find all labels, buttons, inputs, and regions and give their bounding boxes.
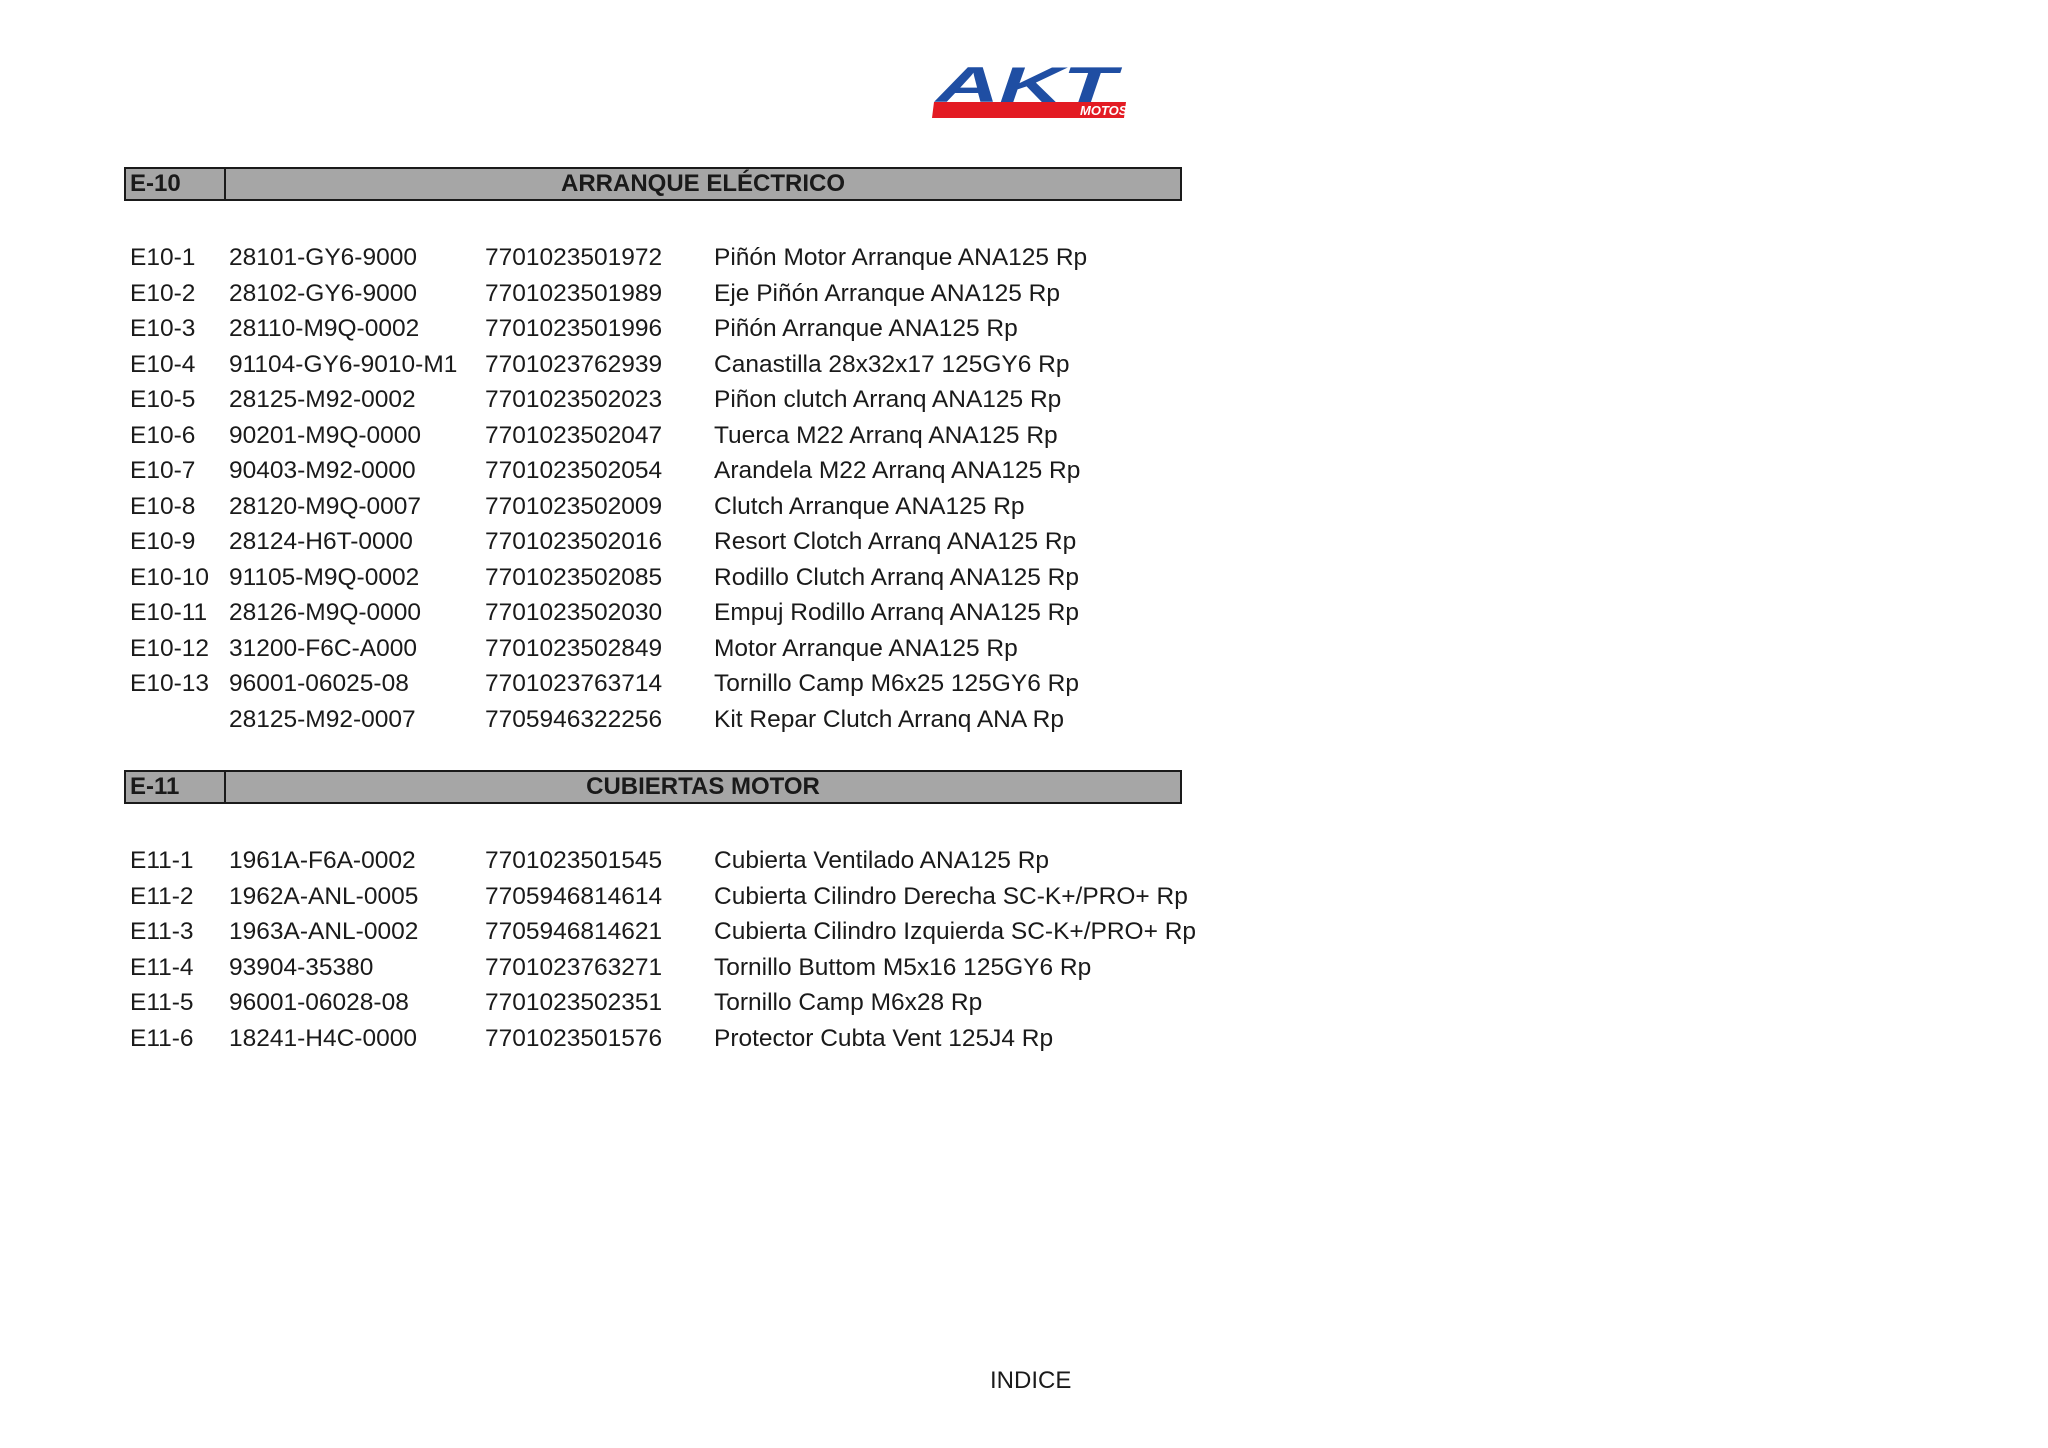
section-header-e10 xyxy=(124,167,1182,201)
part-barcode: 7701023502085 xyxy=(485,563,663,591)
part-reference: 91105-M9Q-0002 xyxy=(229,563,420,591)
part-reference: 96001-06028-08 xyxy=(229,989,409,1016)
part-code: E11-4 xyxy=(130,953,194,981)
part-code: E10-3 xyxy=(130,315,196,342)
part-description: Motor Arranque ANA125 Rp xyxy=(714,634,1018,662)
part-description: Piñón Motor Arranque ANA125 Rp xyxy=(714,244,1088,271)
akt-motos-logo xyxy=(930,52,1130,124)
section-title: ARRANQUE ELÉCTRICO xyxy=(560,170,845,197)
part-description: Tornillo Camp M6x28 Rp xyxy=(714,989,983,1016)
part-reference: 96001-06025-08 xyxy=(229,670,409,697)
logo-akt-text: AKT xyxy=(932,57,1124,113)
table-row xyxy=(130,666,1190,702)
part-code: E10-5 xyxy=(130,386,196,413)
part-code: E10-10 xyxy=(130,563,210,591)
part-barcode: 7701023501576 xyxy=(485,1024,663,1052)
part-code: E11-5 xyxy=(130,989,194,1016)
part-reference: 90201-M9Q-0000 xyxy=(229,421,422,449)
part-description: Tornillo Buttom M5x16 125GY6 Rp xyxy=(714,953,1092,981)
table-row xyxy=(130,382,1190,418)
table-row xyxy=(130,311,1190,347)
part-barcode: 7701023502030 xyxy=(485,599,663,626)
part-description: Cubierta Cilindro Izquierda SC-K+/PRO+ Rp xyxy=(714,918,1197,945)
table-row xyxy=(130,914,1197,950)
part-barcode: 7701023502849 xyxy=(485,634,663,662)
section-title: CUBIERTAS MOTOR xyxy=(586,773,820,800)
part-description: Empuj Rodillo Arranq ANA125 Rp xyxy=(714,599,1079,626)
part-description: Cubierta Ventilado ANA125 Rp xyxy=(714,847,1050,874)
part-reference: 28125-M92-0002 xyxy=(229,386,416,413)
part-description: Rodillo Clutch Arranq ANA125 Rp xyxy=(714,563,1079,591)
part-reference: 28102-GY6-9000 xyxy=(229,279,417,307)
section-rows-e11 xyxy=(130,843,1197,1056)
part-description: Eje Piñón Arranque ANA125 Rp xyxy=(714,279,1060,307)
part-reference: 28120-M9Q-0007 xyxy=(229,492,422,520)
part-code: E10-11 xyxy=(130,599,208,626)
part-reference: 93904-35380 xyxy=(229,953,374,981)
part-reference: 90403-M92-0000 xyxy=(229,457,416,484)
part-reference: 91104-GY6-9010-M1 xyxy=(229,350,458,378)
part-code: E11-6 xyxy=(130,1024,194,1052)
part-reference: 28125-M92-0007 xyxy=(229,705,416,733)
part-code: E11-1 xyxy=(130,847,194,874)
table-row xyxy=(130,1021,1190,1057)
part-barcode: 7701023762939 xyxy=(485,350,663,378)
table-row xyxy=(130,950,1190,986)
table-row xyxy=(130,560,1190,596)
section-code: E-10 xyxy=(126,169,226,199)
part-reference: 1962A-ANL-0005 xyxy=(229,882,419,910)
table-row xyxy=(130,524,1190,560)
part-reference: 28126-M9Q-0000 xyxy=(229,599,422,626)
part-barcode: 7701023763271 xyxy=(485,953,663,981)
table-row xyxy=(130,453,1190,489)
part-reference: 1961A-F6A-0002 xyxy=(229,847,416,874)
table-row xyxy=(130,489,1190,525)
part-description: Tornillo Camp M6x25 125GY6 Rp xyxy=(714,670,1079,697)
part-barcode: 7701023502047 xyxy=(485,421,663,449)
part-description: Clutch Arranque ANA125 Rp xyxy=(714,492,1025,520)
part-barcode: 7701023502351 xyxy=(485,989,663,1016)
table-row xyxy=(130,985,1190,1021)
part-code: E10-1 xyxy=(130,244,196,271)
part-description: Resort Clotch Arranq ANA125 Rp xyxy=(714,528,1077,555)
part-description: Tuerca M22 Arranq ANA125 Rp xyxy=(714,421,1058,449)
table-row xyxy=(130,702,1190,738)
part-barcode: 7701023501972 xyxy=(485,244,663,271)
table-row xyxy=(130,418,1190,454)
part-barcode: 7701023502009 xyxy=(485,492,663,520)
logo-motos-text: MOTOS xyxy=(1080,103,1128,118)
table-row xyxy=(130,276,1190,312)
part-description: Arandela M22 Arranq ANA125 Rp xyxy=(714,457,1081,484)
part-reference: 28110-M9Q-0002 xyxy=(229,315,420,342)
section-code: E-11 xyxy=(126,772,226,802)
part-reference: 28124-H6T-0000 xyxy=(229,528,413,555)
part-code: E11-3 xyxy=(130,918,194,945)
part-code: E10-9 xyxy=(130,528,196,555)
part-code: E10-4 xyxy=(130,350,196,378)
part-barcode: 7701023502054 xyxy=(485,457,663,484)
part-barcode: 7701023763714 xyxy=(485,670,663,697)
part-barcode: 7701023501545 xyxy=(485,847,663,874)
table-row xyxy=(130,631,1190,667)
part-description: Cubierta Cilindro Derecha SC-K+/PRO+ Rp xyxy=(714,882,1188,910)
table-row xyxy=(130,240,1190,276)
part-code: E10-13 xyxy=(130,670,210,697)
part-description: Piñon clutch Arranq ANA125 Rp xyxy=(714,386,1062,413)
part-code: E10-7 xyxy=(130,457,196,484)
part-reference: 31200-F6C-A000 xyxy=(229,634,417,662)
part-description: Kit Repar Clutch Arranq ANA Rp xyxy=(714,705,1064,733)
part-barcode: 7701023502016 xyxy=(485,528,663,555)
part-code: E10-2 xyxy=(130,279,196,307)
part-reference: 1963A-ANL-0002 xyxy=(229,918,419,945)
table-row xyxy=(130,879,1190,915)
part-description: Canastilla 28x32x17 125GY6 Rp xyxy=(714,350,1070,378)
part-description: Piñón Arranque ANA125 Rp xyxy=(714,315,1018,342)
section-header-e11 xyxy=(124,770,1182,804)
table-row xyxy=(130,347,1190,383)
part-barcode: 7701023501989 xyxy=(485,279,663,307)
part-barcode: 7701023502023 xyxy=(485,386,663,413)
part-reference: 18241-H4C-0000 xyxy=(229,1024,417,1052)
part-code: E10-6 xyxy=(130,421,196,449)
part-barcode: 7701023501996 xyxy=(485,315,663,342)
part-barcode: 7705946322256 xyxy=(485,705,663,733)
akt-logo-graphic xyxy=(930,52,1130,124)
part-barcode: 7705946814614 xyxy=(485,882,663,910)
part-barcode: 7705946814621 xyxy=(485,918,663,945)
table-row xyxy=(130,595,1190,631)
part-code: E10-8 xyxy=(130,492,196,520)
section-rows-e10 xyxy=(130,240,1190,737)
table-row xyxy=(130,843,1190,879)
part-description: Protector Cubta Vent 125J4 Rp xyxy=(714,1024,1054,1052)
part-reference: 28101-GY6-9000 xyxy=(229,244,417,271)
part-code: E10-12 xyxy=(130,634,210,662)
indice-link[interactable]: INDICE xyxy=(990,1367,1072,1394)
part-code: E11-2 xyxy=(130,882,194,910)
